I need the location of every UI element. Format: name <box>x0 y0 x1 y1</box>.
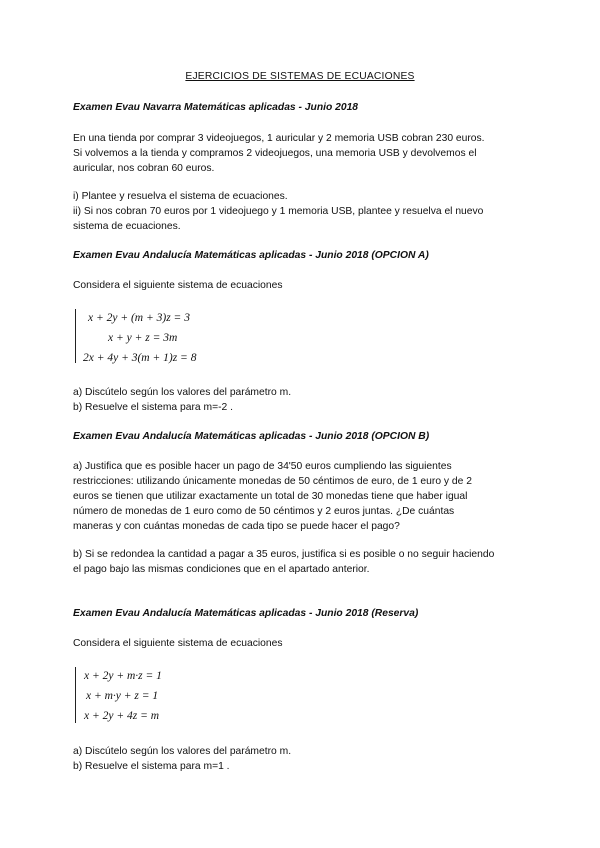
exercise-3-text-line: restricciones: utilizando únicamente monedas de 50 céntimos de euro, de 1 euro y de 2 <box>73 476 472 487</box>
exercise-3-text-line: el pago bajo las mismas condiciones que en el apartado anterior. <box>73 564 370 575</box>
exercise-4-question-a: a) Discútelo según los valores del parámetro m. <box>73 746 292 757</box>
equation-3: 2x + 4y + 3(m + 1)z = 8 <box>83 352 197 364</box>
equation-1: x + 2y + m·z = 1 <box>84 670 162 682</box>
exercise-2-question-b: b) Resuelve el sistema para m=-2 . <box>73 402 233 413</box>
exercise-1-text-line: auricular, nos cobran 60 euros. <box>73 163 215 174</box>
exercise-1-question-ii-cont: sistema de ecuaciones. <box>73 221 181 232</box>
exercise-2-heading: Examen Evau Andalucía Matemáticas aplicadas - Junio 2018 (OPCION A) <box>73 250 429 261</box>
exercise-3-heading: Examen Evau Andalucía Matemáticas aplicadas - Junio 2018 (OPCION B) <box>73 431 430 442</box>
exercise-3-text-line: euros se tienen que utilizar exactamente un total de 30 monedas tiene que haber igual <box>73 491 468 502</box>
equation-2: x + y + z = 3m <box>108 332 178 344</box>
equation-2: x + m·y + z = 1 <box>86 690 159 702</box>
exercise-1-heading: Examen Evau Navarra Matemáticas aplicadas - Junio 2018 <box>73 102 359 113</box>
exercise-1-question-ii: ii) Si nos cobran 70 euros por 1 videojuego y 1 memoria USB, plantee y resuelva el nuevo <box>73 206 484 217</box>
exercise-3-text-line: número de monedas de 1 euro como de 50 céntimos y 2 euros juntas. ¿De cuántas <box>73 506 455 517</box>
exercise-2-question-a: a) Discútelo según los valores del parámetro m. <box>73 387 292 398</box>
exercise-3-text-line: maneras y con cuántas monedas de cada tipo se puede hacer el pago? <box>73 521 400 532</box>
equation-system-brace <box>73 665 81 725</box>
exercise-1-question-i: i) Plantee y resuelva el sistema de ecuaciones. <box>73 191 288 202</box>
exercise-4-intro: Considera el siguiente sistema de ecuaciones <box>73 638 283 649</box>
equation-3: x + 2y + 4z = m <box>84 710 160 722</box>
exercise-3-text-line: b) Si se redondea la cantidad a pagar a 35 euros, justifica si es posible o no seguir haciendo <box>73 549 495 560</box>
exercise-2-intro: Considera el siguiente sistema de ecuaciones <box>73 280 283 291</box>
exercise-4-question-b: b) Resuelve el sistema para m=1 . <box>73 761 230 772</box>
exercise-3-text-line: a) Justifica que es posible hacer un pago de 34'50 euros cumpliendo las siguientes <box>73 461 452 472</box>
equation-1: x + 2y + (m + 3)z = 3 <box>88 312 190 324</box>
exercise-4-heading: Examen Evau Andalucía Matemáticas aplicadas - Junio 2018 (Reserva) <box>73 608 419 619</box>
exercise-1-text-line: Si volvemos a la tienda y compramos 2 videojuegos, una memoria USB y devolvemos el <box>73 148 477 159</box>
equation-system-brace <box>73 307 81 365</box>
exercise-1-text-line: En una tienda por comprar 3 videojuegos, 1 auricular y 2 memoria USB cobran 230 euros. <box>73 133 485 144</box>
page-title: EJERCICIOS DE SISTEMAS DE ECUACIONES <box>185 71 415 82</box>
